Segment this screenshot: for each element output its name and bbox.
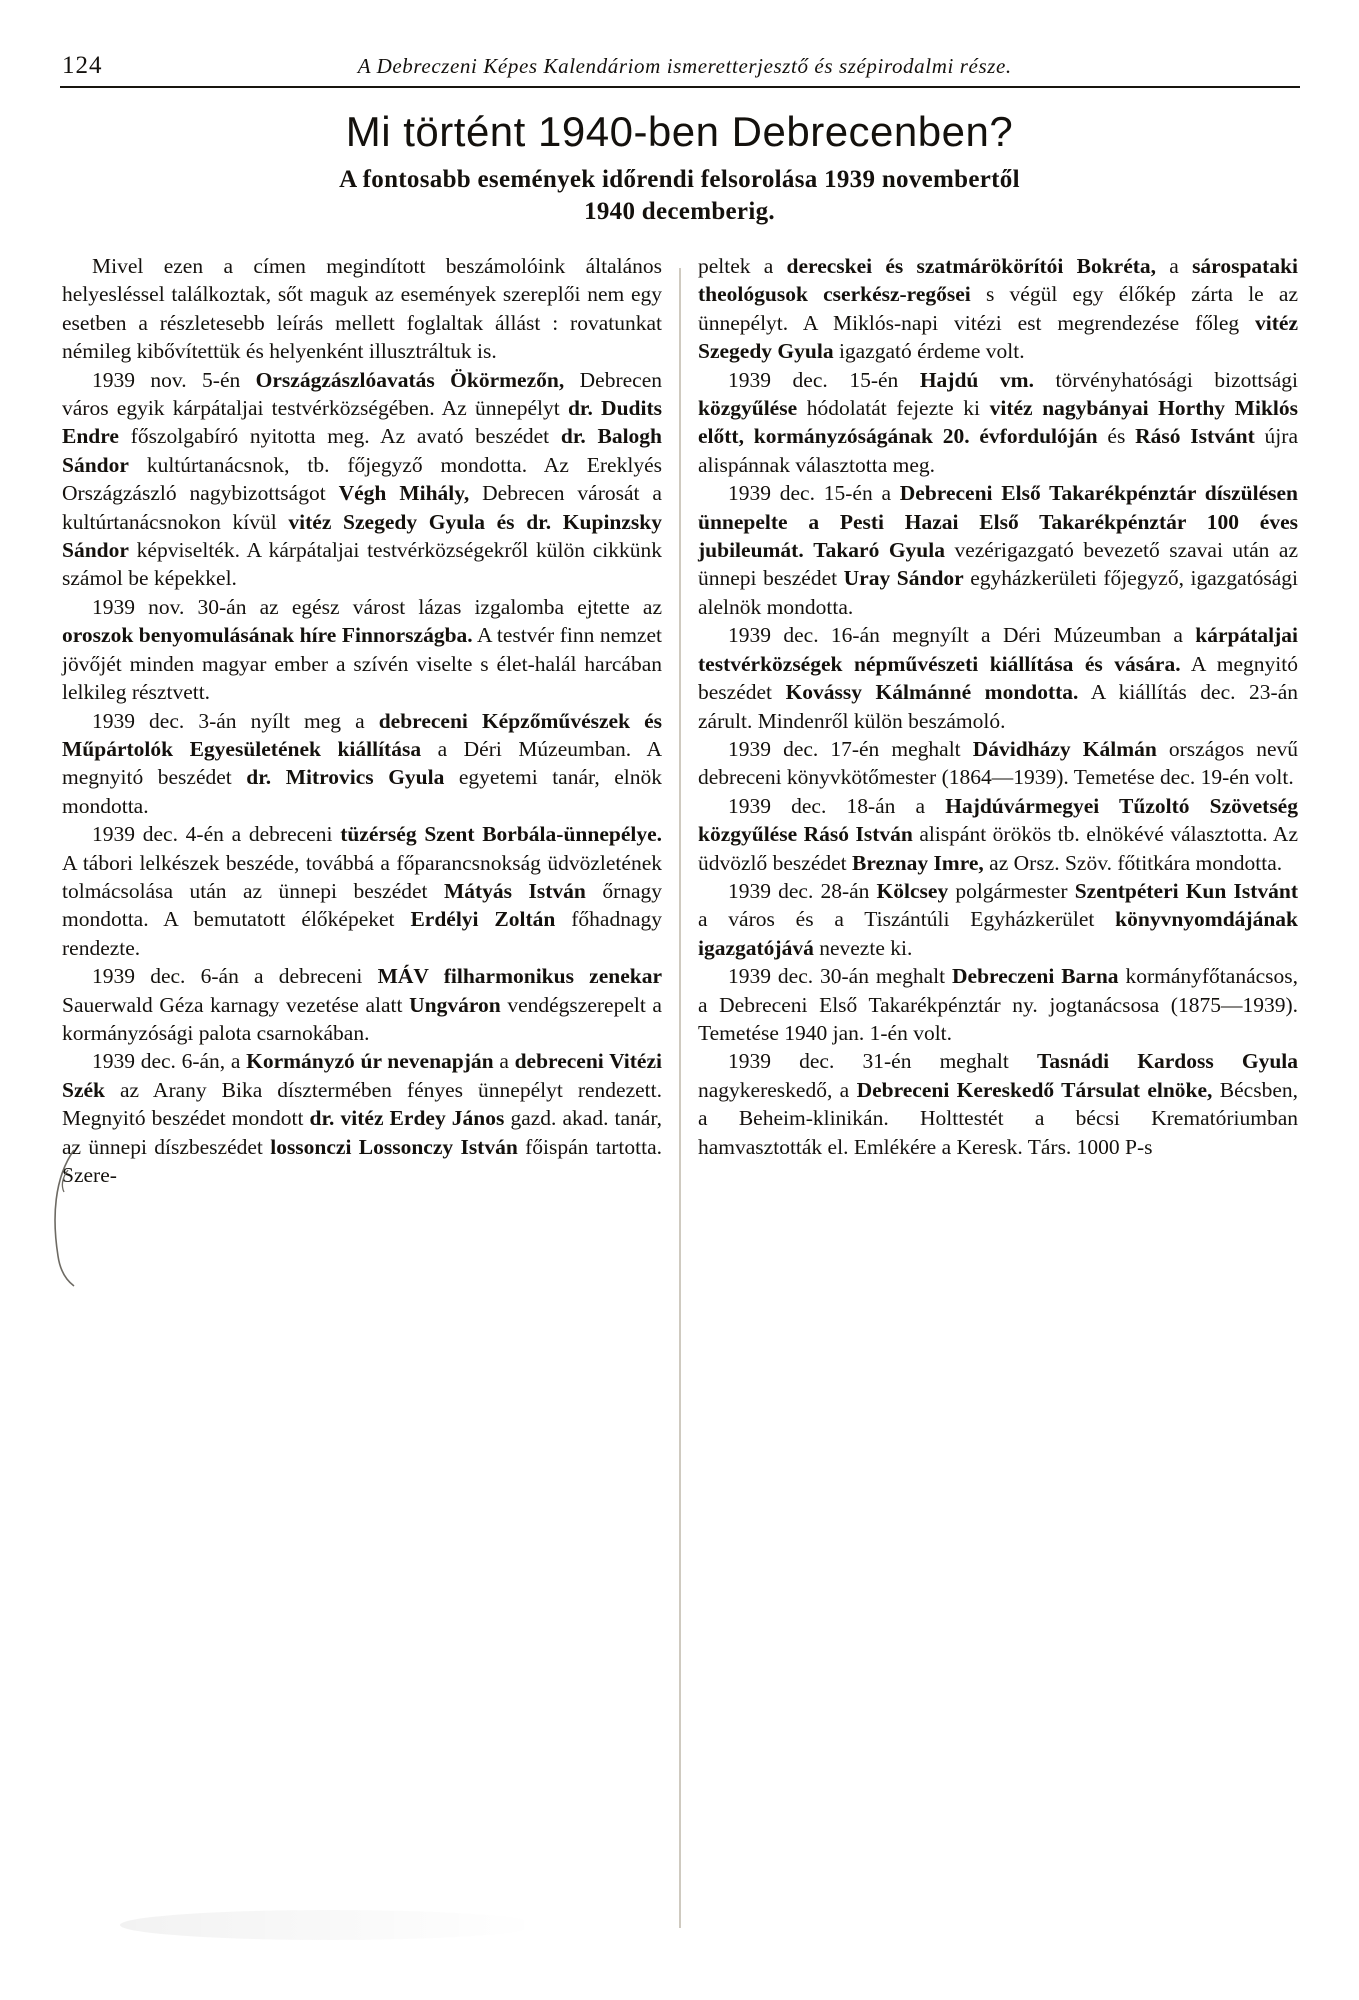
paragraph: 1939 dec. 31-én meghalt Tasnádi Kardoss Gyula nagykereskedő, a Debreceni Kereskedő Társulat elnöke, Bécsben, a Beheim-klinikán. Holttestét a bécsi Krematóriumban hamvasztották el. Emlékére a Keresk. Társ. 1000 P-s [698,1049,1298,1159]
subtitle-line-2: 1940 decemberig. [584,198,775,225]
paragraph: 1939 nov. 30-án az egész várost lázas izgalomba ejtette az oroszok benyomulásának híre Finnországba. A testvér finn nemzet jövőjét minden magyar ember a szívén viselte s élet-halál harcában lelkileg résztvett. [62,594,662,705]
paragraph: Mivel ezen a címen megindított beszámolóink általános helyesléssel találkoztak, sőt maguk az események szereplői nem egy esetben a részletesebb leírás mellett foglaltak állást : rovatunkat némileg kibővítettük és helyenként illusztráltuk is. [62,254,662,364]
paragraph: 1939 dec. 30-án meghalt Debreczeni Barna kormányfőtanácsos, a Debreceni Első Takarékpénztár ny. jogtanácsosa (1875—1939). Temetése 1940 jan. 1-én volt. [698,964,1299,1045]
header-rule [60,86,1300,88]
left-column [62,252,662,1952]
right-column [698,252,1298,1952]
paragraph: 1939 dec. 6-án, a Kormányzó úr nevenapján a debreceni Vitézi Szék az Arany Bika dísztermében fényes ünnepélyt rendezett. Megnyitó beszédet mondott dr. vitéz Erdey János gazd. akad. tanár, az ünnepi díszbeszédet lossonczi Lossonczy István főispán tartotta. Szere- [62,1049,663,1187]
paragraph: 1939 dec. 6-án a debreceni MÁV filharmonikus zenekar Sauerwald Géza karnagy vezetése alatt Ungváron vendégszerepelt a kormányzósági palota csarnokában. [62,964,662,1045]
paragraph: peltek a derecskei és szatmárökörítói Bokréta, a sárospataki theológusok cserkész-regősei s végül egy élőkép zárta le az ünnepélyt. A Miklós-napi vitézi est megrendezése főleg vitéz Szegedy Gyula igazgató érdeme volt. [698,254,1298,364]
paragraph: 1939 dec. 18-án a Hajdúvármegyei Tűzoltó Szövetség közgyűlése Rásó István alispánt örökös tb. elnökévé választotta. Az üdvözlő beszédet Breznay Imre, az Orsz. Szöv. főtitkára mondotta. [698,793,1298,875]
running-title: A Debreczeni Képes Kalendáriom ismeretterjesztő és szépirodalmi része. [357,54,1012,78]
paragraph: 1939 dec. 28-án Kölcsey polgármester Szentpéteri Kun Istvánt a város és a Tiszántúli Egyházkerület könyvnyomdájának igazgatójává nevezte ki. [698,878,1298,960]
paragraph: 1939 dec. 4-én a debreceni tüzérség Szent Borbála-ünnepélye. A tábori lelkészek beszéde, továbbá a főparancsnokság üdvözletének tolmácsolása után az ünnepi beszédet Mátyás István őrnagy mondotta. A bemutatott élőképeket Erdélyi Zoltán főhadnagy rendezte. [62,822,663,960]
paragraph: 1939 nov. 5-én Országzászlóavatás Ökörmezőn, Debrecen város egyik kárpátaljai testvérközségében. Az ünnepélyt dr. Dudits Endre főszolgabíró nyitotta meg. Az avató beszédet dr. Balogh Sándor kultúrtanácsnok, tb. főjegyző mondotta. Az Ereklyés Országzászló nagybizottságot Végh Mihály, Debrecen városát a kultúrtanácsnokon kívül vitéz Szegedy Gyula és dr. Kupinzsky Sándor képviselték. A kárpátaljai testvérközségekről külön cikkünk számol be képekkel. [62,367,663,591]
page-title: Mi történt 1940-ben Debrecenben? [345,108,1014,155]
body-columns [62,252,1302,1952]
paragraph: 1939 dec. 15-én a Debreceni Első Takarékpénztár díszülésen ünnepelte a Pesti Hazai Első Takarékpénztár 100 éves jubileumát. Takaró Gyula vezérigazgató bevezető szavai után az ünnepi beszédet Uray Sándor egyházkerületi főjegyző, igazgatósági alelnök mondotta. [698,481,1299,619]
paragraph: 1939 dec. 16-án megnyílt a Déri Múzeumban a kárpátaljai testvérközségek népművészeti kiállítása és vására. A megnyitó beszédet Kovássy Kálmánné mondotta. A kiállítás dec. 23-án zárult. Mindenről külön beszámoló. [698,623,1299,733]
page-number: 124 [62,52,103,79]
paragraph: 1939 dec. 17-én meghalt Dávidházy Kálmán országos nevű debreceni könyvkötőmester (1864—1939). Temetése dec. 19-én volt. [698,736,1298,790]
subtitle-line-1: A fontosabb események időrendi felsorolása 1939 novembertől [339,166,1020,193]
running-head [62,52,1297,80]
paragraph: 1939 dec. 3-án nyílt meg a debreceni Képzőművészek és Műpártolók Egyesületének kiállítása a Déri Múzeumban. A megnyitó beszédet dr. Mitrovics Gyula egyetemi tanár, elnök mondotta. [62,708,662,818]
paragraph: 1939 dec. 15-én Hajdú vm. törvényhatósági bizottsági közgyűlése hódolatát fejezte ki vitéz nagybányai Horthy Miklós előtt, kormányzóságának 20. évfordulóján és Rásó Istvánt újra alispánnak választotta meg. [698,367,1298,477]
